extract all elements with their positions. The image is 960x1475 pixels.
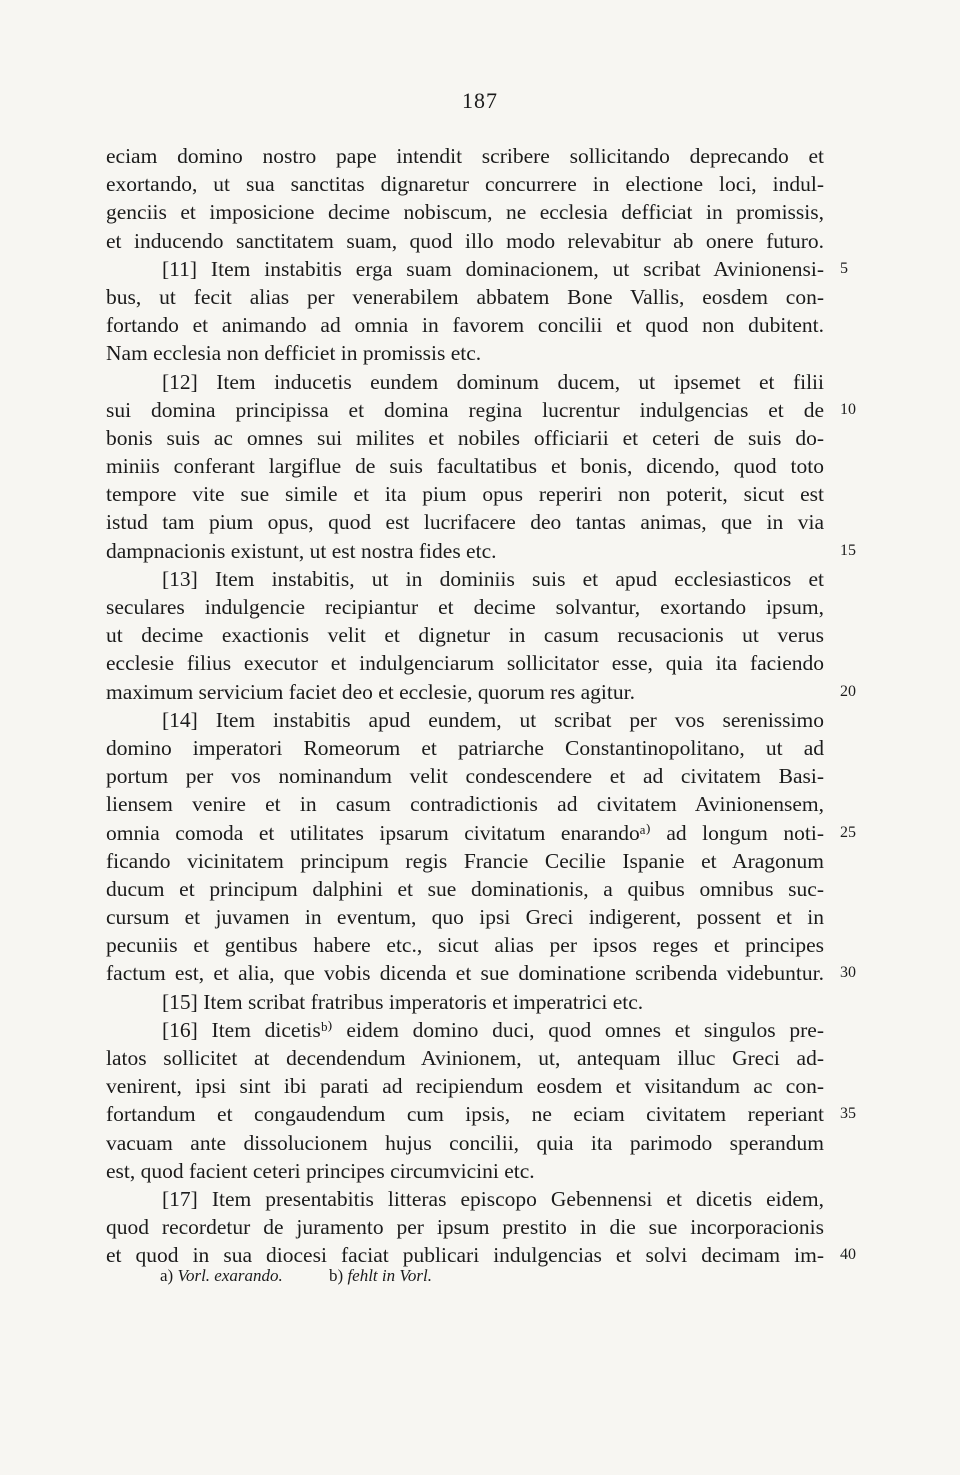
footnote-a: [160, 1266, 283, 1286]
footnote-b-text: fehlt in Vorl.: [347, 1266, 432, 1285]
text-line: [106, 988, 824, 1016]
text-line-content: Nam ecclesia non defficiet in promissis etc.: [106, 341, 482, 366]
text-line-content: miniis conferant largiflue de suis facultatibus et bonis, dicendo, quod toto: [106, 454, 824, 479]
text-line-content: bus, ut fecit alias per venerabilem abbatem Bone Vallis, eosdem con-: [106, 284, 824, 309]
text-line: [106, 847, 824, 875]
text-line-content: sui domina principissa et domina regina lucrentur indulgencias et de: [106, 397, 824, 422]
text-line-content: ducum et principum dalphini et sue dominationis, a quibus omnibus suc-: [106, 876, 824, 901]
text-line-content: latos sollicitet at decendendum Avinionem, ut, antequam illuc Greci ad-: [106, 1046, 824, 1070]
text-line: [106, 480, 824, 508]
text-line: [106, 311, 824, 339]
text-line-content: [16] Item dicetisᵇ⁾ eidem domino duci, quod omnes et singulos pre-: [162, 1017, 824, 1042]
line-number: 25: [840, 823, 856, 841]
text-line-content: ecclesie filius executor et indulgenciarum sollicitator esse, quia ita faciendo: [106, 651, 824, 676]
text-line-content: est, quod facient ceteri principes circumvicini etc.: [106, 1158, 535, 1183]
text-line-content: [11] Item instabitis erga suam dominacionem, ut scribat Avinionensi-: [162, 256, 824, 281]
text-line-content: et quod in sua diocesi faciat publicari indulgencias et solvi decimam im-: [106, 1243, 824, 1268]
text-line: [106, 593, 824, 621]
text-line: [106, 706, 824, 734]
text-line-content: [15] Item scribat fratribus imperatoris et imperatrici etc.: [162, 989, 644, 1014]
text-line-content: fortando et animando ad omnia in favorem concilii et quod non dubitent.: [106, 313, 824, 338]
text-line: [106, 565, 824, 593]
text-line-content: dampnacionis existunt, ut est nostra fides etc.: [106, 538, 497, 563]
text-line-content: istud tam pium opus, quod est lucrifacere deo tantas animas, que in via: [106, 510, 824, 535]
text-line-content: ficando vicinitatem principum regis Francie Cecilie Ispanie et Aragonum: [106, 848, 824, 873]
footnote-b-mark: b): [329, 1266, 344, 1285]
text-line-content: genciis et imposicione decime nobiscum, ne ecclesia defficiat in promissis,: [106, 200, 824, 225]
text-line: [106, 1185, 824, 1213]
text-line-content: cursum et juvamen in eventum, quo ipsi Greci indigerent, possent et in: [106, 905, 824, 930]
text-line-content: bonis suis ac omnes sui milites et nobiles officiarii et ceteri de suis do-: [106, 425, 824, 450]
text-line: [106, 1213, 824, 1241]
text-line: [106, 1072, 824, 1100]
text-line: [106, 621, 824, 649]
text-line-content: [14] Item instabitis apud eundem, ut scribat per vos serenissimo: [162, 707, 824, 732]
text-line-content: tempore vite sue simile et ita pium opus reperiri non poterit, sicut est: [106, 482, 824, 507]
text-line: [106, 875, 824, 903]
text-line: [106, 452, 824, 480]
page-number: 187: [462, 88, 498, 113]
text-line: [106, 1100, 856, 1128]
body-text: [106, 142, 856, 1270]
text-line: [106, 396, 856, 424]
text-line: [106, 931, 824, 959]
text-line: [106, 537, 856, 565]
text-line: [106, 368, 824, 396]
text-line-content: pecuniis et gentibus habere etc., sicut alias per ipsos reges et principes: [106, 933, 824, 958]
text-line: [106, 762, 824, 790]
text-line: [106, 339, 824, 367]
text-line: [106, 170, 824, 198]
text-line-content: venirent, ipsi sint ibi parati ad recipiendum eosdem et visitandum ac con-: [106, 1074, 824, 1099]
text-line-content: portum per vos nominandum velit condescendere et ad civitatem Basi-: [106, 764, 824, 789]
text-line-content: et inducendo sanctitatem suam, quod illo modo relevabitur ab onere futuro.: [106, 228, 824, 253]
text-line-content: [17] Item presentabitis litteras episcopo Gebennensi et dicetis eidem,: [162, 1186, 824, 1211]
text-line: [106, 198, 824, 226]
text-line: [106, 649, 824, 677]
text-line-content: maximum servicium faciet deo et ecclesie, quorum res agitur.: [106, 679, 635, 704]
text-line: [106, 959, 856, 987]
text-line: [106, 283, 824, 311]
text-line-content: domino imperatori Romeorum et patriarche Constantinopolitano, ut ad: [106, 735, 824, 760]
text-line-content: omnia comoda et utilitates ipsarum civitatum enarandoᵃ⁾ ad longum noti-: [106, 820, 824, 845]
text-line-content: [13] Item instabitis, ut in dominiis suis et apud ecclesiasticos et: [162, 566, 824, 591]
line-number: 10: [840, 400, 856, 418]
text-line-content: fortandum et congaudendum cum ipsis, ne eciam civitatem reperiant: [106, 1102, 824, 1127]
text-line: [106, 734, 824, 762]
text-line: [106, 1016, 824, 1044]
text-line-content: quod recordetur de juramento per ipsum prestito in die sue incorporacionis: [106, 1215, 824, 1240]
text-line-content: seculares indulgencie recipiantur et decime solvantur, exortando ipsum,: [106, 595, 824, 619]
text-line: [106, 1129, 824, 1157]
text-line-content: vacuam ante dissolucionem hujus concilii, quia ita parimodo sperandum: [106, 1130, 824, 1155]
text-line: [106, 508, 824, 536]
text-line: [106, 1044, 824, 1072]
line-number: 20: [840, 682, 856, 700]
line-number: 40: [840, 1246, 856, 1264]
text-line: [106, 227, 824, 255]
text-line: [106, 255, 848, 283]
text-line: [106, 142, 824, 170]
text-line: [106, 790, 824, 818]
line-number: 5: [840, 259, 848, 277]
text-line: [106, 903, 824, 931]
text-line-content: factum est, et alia, que vobis dicenda et sue dominatione scribenda videbuntur.: [106, 961, 824, 986]
text-line-content: eciam domino nostro pape intendit scribere sollicitando deprecando et: [106, 144, 824, 168]
line-number: 30: [840, 964, 856, 982]
footnote-b: [329, 1266, 432, 1286]
text-line: [106, 1157, 824, 1185]
text-line-content: ut decime exactionis velit et dignetur in casum recusacionis ut verus: [106, 623, 824, 648]
footnotes: [160, 1266, 474, 1286]
text-line-content: exortando, ut sua sanctitas dignaretur concurrere in electione loci, indul-: [106, 172, 824, 197]
line-number: 15: [840, 541, 856, 559]
text-line: [106, 678, 856, 706]
footnote-a-mark: a): [160, 1266, 174, 1285]
text-line-content: [12] Item inducetis eundem dominum ducem, ut ipsemet et filii: [162, 369, 824, 394]
footnote-a-text: Vorl. exarando.: [177, 1266, 283, 1285]
line-number: 35: [840, 1105, 856, 1123]
text-line-content: liensem venire et in casum contradictionis ad civitatem Avinionensem,: [106, 792, 824, 817]
text-line: [106, 819, 856, 847]
text-line: [106, 424, 824, 452]
